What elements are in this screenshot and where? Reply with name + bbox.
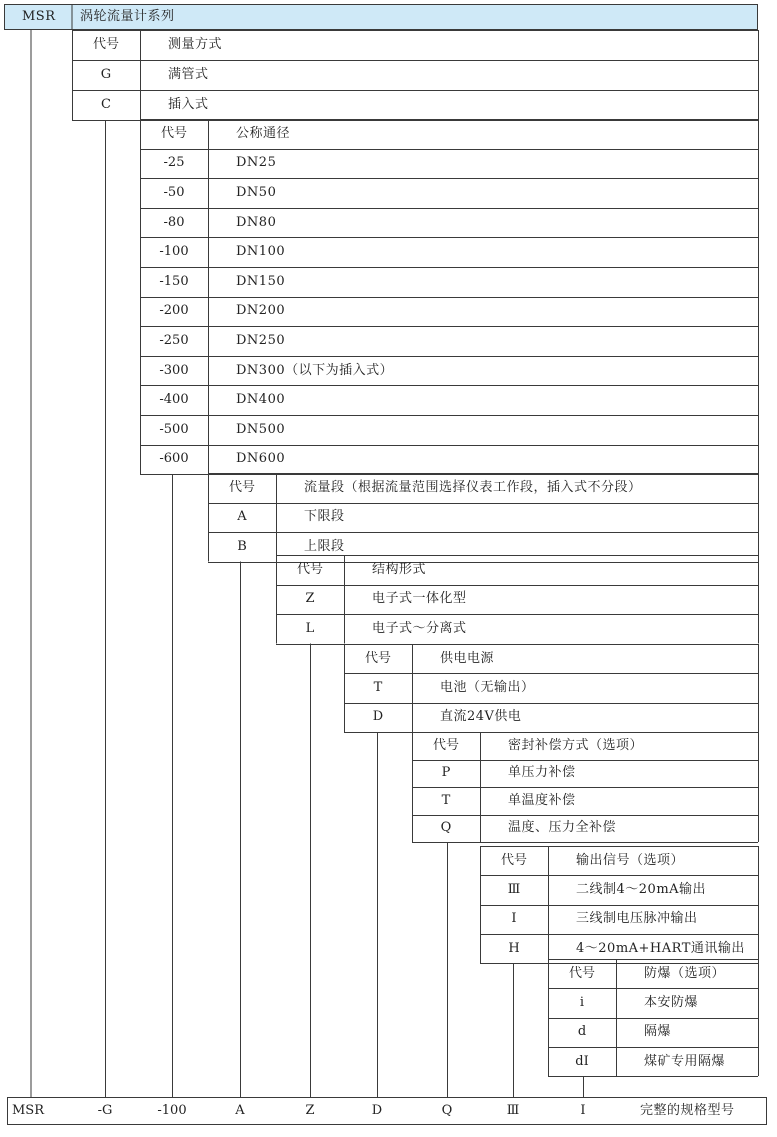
option-desc-output: 4～20mA+HART通讯输出 (576, 940, 745, 956)
code-header-diameter: 代号 (160, 125, 188, 141)
option-desc-diameter: DN400 (236, 392, 286, 408)
option-code-diameter: -25 (163, 155, 185, 171)
option-code-flow_range: B (237, 538, 247, 554)
desc-header-explosion: 防爆（选项） (644, 965, 726, 981)
option-desc-diameter: DN25 (236, 155, 277, 171)
option-code-diameter: -200 (159, 303, 189, 319)
option-code-diameter: -300 (159, 362, 189, 378)
option-desc-diameter: DN300（以下为插入式） (236, 362, 394, 378)
option-desc-power: 直流24V供电 (440, 709, 522, 725)
footer-code: Ⅲ (506, 1103, 520, 1118)
option-desc-explosion: 煤矿专用隔爆 (644, 1053, 726, 1069)
option-desc-diameter: DN50 (236, 185, 277, 200)
option-desc-explosion: 隔爆 (644, 1024, 672, 1040)
header-series-name: 涡轮流量计系列 (80, 9, 175, 24)
option-code-diameter: -80 (163, 214, 185, 230)
footer-code: D (371, 1103, 383, 1118)
footer-code: MSR (11, 1103, 45, 1118)
option-code-diameter: -100 (159, 244, 189, 260)
desc-header-diameter: 公称通径 (236, 125, 291, 141)
code-header-explosion: 代号 (568, 965, 596, 981)
option-code-measure: C (101, 97, 111, 112)
option-code-explosion: i (579, 994, 585, 1010)
option-code-compensation: T (441, 792, 451, 808)
desc-header-structure: 结构形式 (372, 561, 427, 577)
option-desc-diameter: DN250 (236, 333, 286, 348)
option-desc-flow_range: 下限段 (304, 509, 345, 525)
option-desc-structure: 电子式～分离式 (372, 620, 467, 636)
code-header-output: 代号 (500, 852, 528, 868)
desc-header-flow_range: 流量段（根据流量范围选择仪表工作段，插入式不分段） (304, 479, 642, 495)
option-code-diameter: -150 (159, 273, 189, 289)
option-desc-measure: 满管式 (168, 67, 209, 82)
desc-header-measure: 测量方式 (168, 37, 223, 52)
code-header-power: 代号 (364, 650, 392, 666)
option-desc-output: 三线制电压脉冲输出 (576, 911, 698, 927)
option-desc-power: 电池（无输出） (440, 679, 535, 695)
footer-code: A (235, 1103, 245, 1118)
option-desc-structure: 电子式一体化型 (372, 591, 467, 607)
option-code-structure: Z (305, 591, 315, 607)
option-desc-diameter: DN100 (236, 244, 286, 260)
footer-code: Z (305, 1103, 315, 1118)
option-code-diameter: -250 (159, 333, 189, 348)
option-code-diameter: -50 (163, 185, 185, 200)
desc-header-compensation: 密封补偿方式（选项） (508, 737, 644, 753)
option-desc-compensation: 单温度补偿 (508, 792, 576, 808)
option-code-power: T (373, 679, 383, 695)
option-desc-diameter: DN200 (236, 303, 286, 319)
option-code-flow_range: A (237, 509, 247, 525)
desc-header-output: 输出信号（选项） (576, 852, 685, 868)
option-code-output: Ⅰ (511, 911, 517, 927)
desc-header-power: 供电电源 (440, 650, 495, 666)
footer-code: -G (97, 1103, 113, 1118)
option-desc-output: 二线制4～20mA输出 (576, 881, 707, 897)
footer-code: Q (441, 1103, 453, 1118)
option-desc-diameter: DN150 (236, 273, 286, 289)
option-code-output: H (508, 940, 520, 956)
option-desc-measure: 插入式 (168, 97, 209, 112)
option-desc-explosion: 本安防爆 (644, 994, 699, 1010)
code-header-measure: 代号 (92, 37, 120, 52)
option-code-explosion: dI (575, 1053, 589, 1069)
option-code-diameter: -500 (159, 421, 189, 437)
option-code-diameter: -400 (159, 392, 189, 408)
option-desc-flow_range: 上限段 (304, 538, 345, 554)
header-model-code: MSR (22, 9, 56, 24)
code-header-structure: 代号 (296, 561, 324, 577)
option-code-output: Ⅲ (507, 881, 521, 897)
option-code-explosion: d (577, 1024, 587, 1040)
footer-label: 完整的规格型号 (640, 1103, 735, 1118)
option-code-structure: L (305, 620, 315, 636)
option-code-diameter: -600 (159, 451, 189, 467)
option-desc-compensation: 单压力补偿 (508, 765, 576, 781)
footer-code: -100 (157, 1103, 187, 1118)
option-code-power: D (372, 709, 384, 725)
option-code-measure: G (100, 67, 112, 82)
option-desc-diameter: DN500 (236, 421, 286, 437)
option-desc-diameter: DN80 (236, 214, 277, 230)
option-code-compensation: Q (440, 820, 452, 836)
code-header-compensation: 代号 (432, 737, 460, 753)
code-header-flow_range: 代号 (228, 479, 256, 495)
option-desc-compensation: 温度、压力全补偿 (508, 820, 617, 836)
footer-code: Ⅰ (580, 1103, 586, 1118)
option-code-compensation: P (441, 765, 451, 781)
option-desc-diameter: DN600 (236, 451, 286, 467)
